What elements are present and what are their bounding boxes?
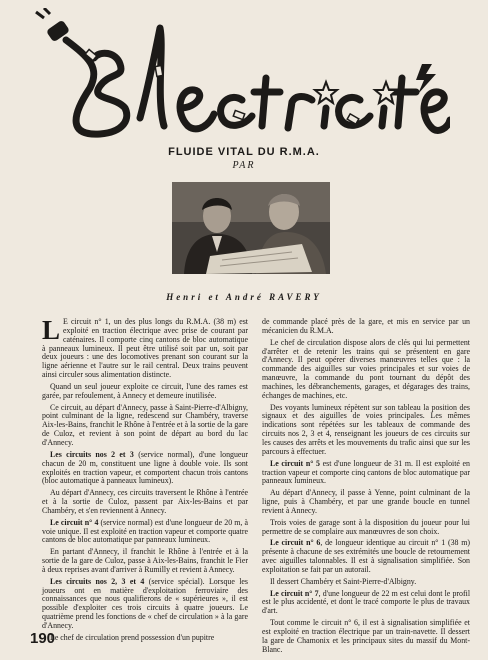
paragraph [42, 489, 248, 516]
paragraph [262, 578, 470, 587]
paragraph [42, 315, 248, 380]
paragraph [262, 318, 470, 336]
column-right [262, 318, 470, 658]
paragraph-text: , d'une longueur de 22 m est celui dont le profil est le plus accidenté, et dont le tracé comporte le plus de travaux d'art. [262, 588, 471, 616]
paragraph-text: Il dessert Chambéry et Saint-Pierre-d'Albigny. [270, 576, 417, 586]
paragraph-text: Tout comme le circuit n° 6, il est à signalisation simplifiée et est exploité en traction électrique par un train-navette. Il dessert la gare de Chamonix et les principaux sites du massif du Mont-Blanc. [262, 618, 470, 654]
title-art-electricite [30, 8, 450, 148]
paragraph-lead: Les circuits nos 2 et 3 [50, 449, 134, 459]
paragraph [262, 339, 470, 401]
paragraph-text: Quand un seul joueur exploite ce circuit, l'une des rames est garée, par refoulement, à Annecy et demeure inutilisée. [42, 381, 248, 400]
paragraph [262, 404, 470, 457]
paragraph-text: Ce circuit, au départ d'Annecy, passe à Saint-Pierre-d'Albigny, point culminant de la ligne, redescend sur Chambéry, traverse Aix-les-Bains, franchit le Rhône à l'entrée et à la sortie de la gare de Culoz, et revient à son point de départ au bord du lac d'Annecy. [42, 402, 248, 447]
subtitle: FLUIDE VITAL DU R.M.A. [168, 146, 320, 158]
paragraph-text: Trois voies de garage sont à la disposition du joueur pour lui permettre de se complaire aux manœuvres de son choix. [262, 517, 470, 536]
paragraph-text: Au départ d'Annecy, ces circuits traversent le Rhône à l'entrée et à la sortie de Culoz, passent par Aix-les-Bains et par Chambéry, et s'en reviennent à Annecy. [42, 488, 248, 515]
two-men-reading-document-icon [172, 182, 330, 274]
paragraph-lead: Le circuit n° 4 [50, 517, 99, 527]
paragraph [42, 634, 248, 643]
paragraph [262, 590, 470, 617]
paragraph [262, 619, 470, 654]
authors-photo [172, 182, 330, 274]
paragraph [42, 548, 248, 575]
paragraph-text: Le chef de circulation prend possession d'un pupitre [50, 632, 215, 642]
paragraph-text: Des voyants lumineux répètent sur son tableau la position des signaux et des aiguilles de voies principales. Les mêmes indications sont répétées sur les tableaux de commande des circuits nos 2, 3 et 4, renseignant les joueurs de ces circuits sur les causes des arrêts et les mouvements du trafic ainsi que sur les parcours à effectuer. [262, 402, 470, 456]
paragraph [262, 489, 470, 516]
paragraph-text: de commande placé près de la gare, et mis en service par un mécanicien du R.M.A. [262, 317, 470, 335]
paragraph-text: En partant d'Annecy, il franchit le Rhône à l'entrée et à la sortie de la gare de Culoz, passe à Aix-les-Bains, franchit le Fier à deux reprises avant d'arriver à Rumilly et revient à Annecy. [42, 547, 248, 574]
paragraph [42, 451, 248, 486]
paragraph [42, 519, 248, 546]
column-left [42, 315, 249, 646]
paragraph [262, 460, 470, 487]
authors-caption: Henri et André RAVERY [166, 292, 322, 302]
paragraph [262, 519, 470, 537]
paragraph [42, 404, 248, 448]
paragraph-text: (service spécial). Lorsque les joueurs ont en matière d'exploitation ferroviaire des connaissances que nous qualifierons de « supérieures », il est possible d'exploiter ces trois circuits à quatre joueurs. Le quatrième prend les fonctions de « chef de circulation » à la gare d'Annecy. [42, 576, 248, 630]
paragraph-text: (service normal), d'une longueur chacun de 20 m, constituent une ligne à double voie. Ils sont exploités en traction vapeur, et comportent chacun trois cantons (bloc automatique à panneaux lumineux). [42, 449, 248, 486]
paragraph-lead: Le circuit n° 6 [270, 538, 321, 548]
byline-par: PAR [232, 160, 256, 171]
paragraph [262, 539, 470, 574]
paragraph-text: est d'une longueur de 31 m. Il est exploité en traction vapeur et comporte cinq cantons de bloc automatique par panneaux lumineux. [262, 458, 470, 486]
paragraph-text: Le chef de circulation dispose alors de clés qui lui permettent d'arrêter et de retenir les trains qui se présentent en gare d'Annecy. Il peut opérer diverses manœuvres telles que : la commande des aiguilles sur voies principales et sur voies de manœuvre, la commande du pont tournant du dépôt des machines, les débranchements, garages, et dégarages des trains, échanges de machines, etc. [262, 337, 470, 400]
paragraph-lead: Le circuit n° 7 [270, 588, 319, 598]
paragraph [42, 383, 248, 401]
paragraph-lead: Le circuit n° 5 [270, 458, 320, 468]
paragraph-text: (service normal) est d'une longueur de 20 m, à voie unique. Il est exploité en traction vapeur et comporte quatre cantons de bloc automatique par panneaux lumineux. [42, 517, 249, 545]
paragraph-text: Au départ d'Annecy, il passe à Yenne, point culminant de la ligne, puis à Chambéry, et par une grande boucle en tunnel revient à Annecy. [262, 488, 470, 515]
paragraph-text: E circuit n° 1, un des plus longs du R.M.A. (38 m) est exploité en traction électrique avec prise de courant par caténaires. Il comporte cinq cantons de bloc automatique à panneaux lumineux. Il peut être utilisé soit par un, soit par deux joueurs : une des locomotives prenant son courant sur la ligne aérienne et l'autre sur le rail central. Deux trains peuvent ainsi circuler sous alimentation distincte. [42, 317, 248, 380]
paragraph [42, 578, 248, 631]
drop-cap: L [42, 315, 61, 345]
page-number: 190 [30, 630, 56, 647]
paragraph-text: , de longueur identique au circuit n° 1 (38 m) présente à chacune de ses extrémités une boucle de retournement avec aiguilles talonnables. Il est à signalisation simplifiée. Son exploitation se fait par un autorail. [262, 538, 470, 574]
paragraph-lead: Les circuits nos 2, 3 et 4 [50, 576, 145, 586]
